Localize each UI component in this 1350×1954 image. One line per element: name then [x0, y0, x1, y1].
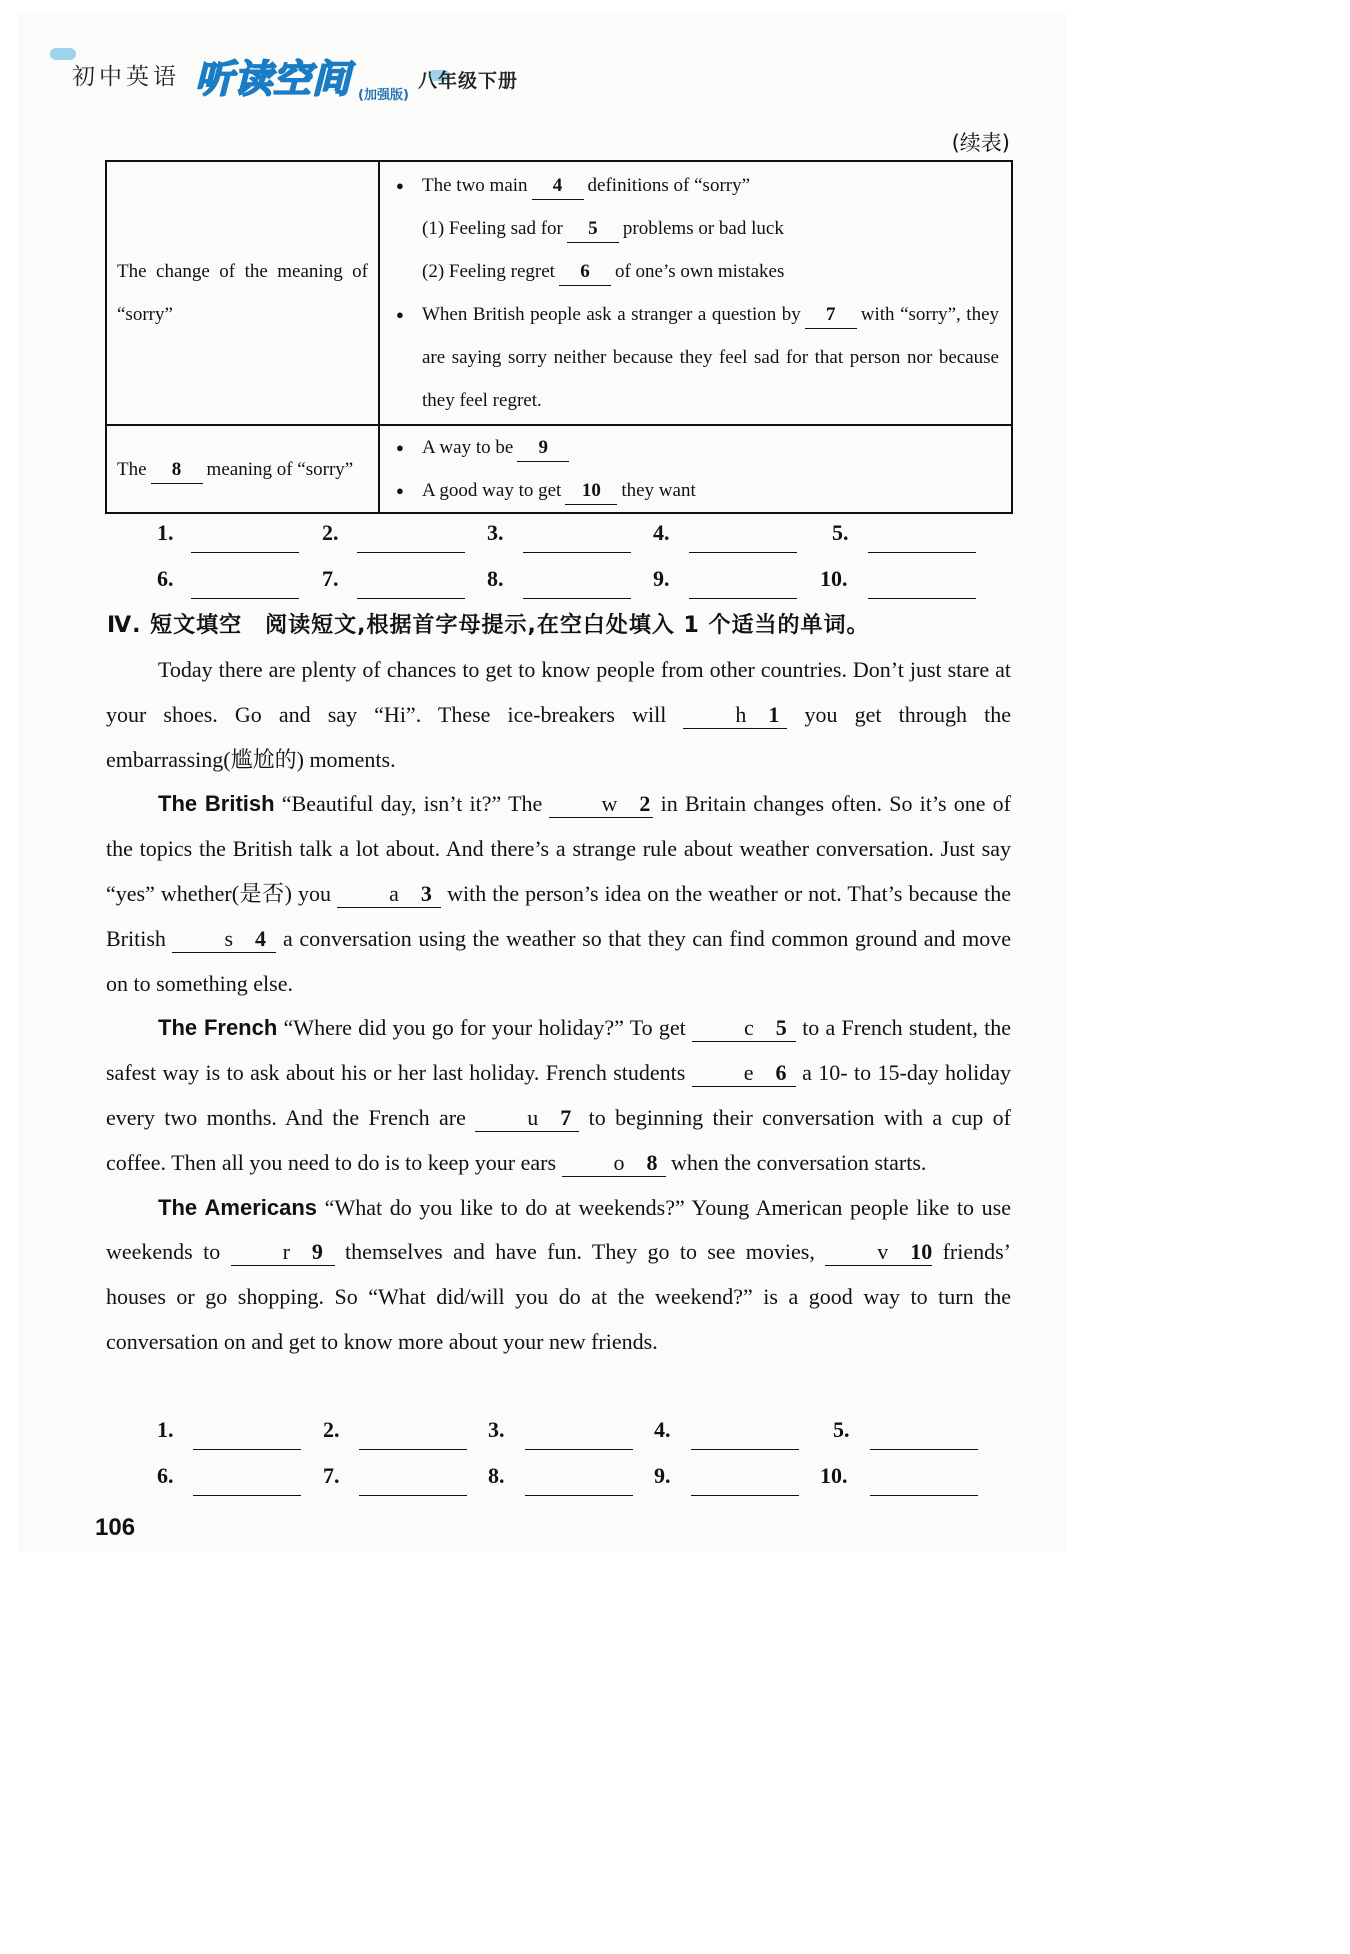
bullet-text: When British people ask a stranger a question by [422, 304, 801, 325]
hint-letter: h [735, 701, 747, 727]
passage-text: a conversation using the weather so that they can find common ground and move on to something else. [106, 925, 1011, 996]
blank-4[interactable]: 4 [532, 173, 584, 200]
section-title: Ⅳ. 短文填空 阅读短文,根据首字母提示,在空白处填入 1 个适当的单词。 [107, 613, 870, 638]
hint-letter: r [282, 1239, 290, 1265]
answer-number: 7. [322, 566, 339, 591]
hint-letter: u [527, 1104, 539, 1130]
row-label-text: The [117, 458, 147, 480]
blank-number: 9 [311, 1239, 323, 1265]
blank-number: 4 [255, 925, 267, 951]
hint-letter: c [743, 1015, 754, 1041]
passage-text: friends’ houses or go shopping. So “What did/will you do at the weekend?” is a good way to turn the conversation on and get to know more about your new friends. [106, 1239, 1012, 1354]
answer-number: 10. [820, 1463, 848, 1488]
answer-line[interactable] [191, 598, 299, 599]
passage-text: “Beautiful day, isn’t it?” The [274, 791, 550, 817]
bullet-text: A way to be [422, 437, 514, 458]
blank-10[interactable]: 10 [565, 478, 617, 505]
summary-table [105, 160, 1013, 514]
blank-number: 5 [775, 1015, 787, 1041]
answer-number: 8. [487, 566, 504, 591]
row-content [379, 425, 1012, 513]
blank-8[interactable]: 8 [151, 457, 203, 484]
paragraph [106, 782, 1011, 1006]
series-title: 初中英语 [72, 64, 180, 90]
blank-number: 2 [639, 791, 651, 817]
bullet-item [396, 293, 999, 422]
answer-number: 3. [487, 520, 504, 545]
row-label [106, 425, 379, 513]
blank-number: 7 [560, 1104, 572, 1130]
answer-row [105, 1417, 1013, 1457]
grade-label: 八年级下册 [418, 70, 519, 92]
passage [106, 648, 1011, 1365]
answer-line[interactable] [357, 598, 465, 599]
answer-row [105, 1463, 1013, 1503]
answer-row [105, 566, 1013, 606]
answer-number: 5. [832, 520, 849, 545]
table-row [106, 161, 1012, 425]
answer-number: 10. [820, 566, 848, 591]
row-label [106, 161, 379, 425]
answer-line[interactable] [691, 1495, 799, 1496]
answer-number: 4. [654, 1417, 671, 1442]
answer-line[interactable] [868, 552, 976, 553]
passage-text: you get through the embarrassing(尴尬的) moments. [106, 701, 1011, 772]
passage-text: themselves and have fun. They go to see movies, [334, 1239, 826, 1265]
bullet-text: definitions of “sorry” [587, 175, 751, 196]
hint-letter: w [601, 791, 618, 817]
answer-number: 9. [653, 566, 670, 591]
passage-text: “What do you like to do at weekends?” Young American people like to use weekends to [106, 1194, 1011, 1265]
answer-number: 9. [654, 1463, 671, 1488]
answer-line[interactable] [193, 1449, 301, 1450]
sub-item [396, 250, 999, 293]
answer-line[interactable] [191, 552, 299, 553]
answer-line[interactable] [193, 1495, 301, 1496]
passage-text: a 10- to 15-day holiday every two months. And the French are [106, 1060, 1011, 1130]
blank-7[interactable]: 7 [805, 302, 857, 329]
blank-number: 8 [646, 1149, 658, 1175]
passage-text: in Britain changes often. So it’s one of the topics the British talk a lot about. And there’s a strange rule about weather conversation. Just say “yes” whether(是否) you [106, 791, 1011, 906]
answer-line[interactable] [870, 1449, 978, 1450]
answer-number: 5. [833, 1417, 850, 1442]
bullet-item [396, 164, 999, 207]
blank-number: 3 [420, 880, 432, 906]
sub-text: (1) Feeling sad for [422, 218, 563, 239]
paragraph-heading: The Americans [158, 1194, 318, 1220]
row-label-text: The change of the meaning of “sorry” [117, 261, 368, 325]
row-label-text: meaning of “sorry” [206, 458, 354, 480]
paragraph-heading: The British [158, 791, 275, 817]
answer-number: 6. [157, 566, 174, 591]
blank-7[interactable] [475, 1105, 579, 1132]
answer-line[interactable] [525, 1449, 633, 1450]
answer-line[interactable] [689, 552, 797, 553]
bullet-text: with “sorry”, they are saying sorry neither because they feel sad for that person nor because they feel regret. [422, 304, 1000, 411]
hint-letter: o [613, 1149, 625, 1175]
answer-line[interactable] [523, 552, 631, 553]
passage-text: Today there are plenty of chances to get to know people from other countries. Don’t just stare at your shoes. Go and say “Hi”. These ice-breakers will [106, 657, 1011, 727]
blank-6[interactable]: 6 [559, 259, 611, 286]
answer-line[interactable] [868, 598, 976, 599]
passage-text: to a French student, the safest way is to ask about his or her last holiday. French students [106, 1015, 1011, 1086]
hint-letter: s [224, 925, 234, 951]
bullet-text: The two main [422, 175, 528, 196]
passage-text: “Where did you go for your holiday?” To get [277, 1015, 692, 1041]
book-header [50, 48, 570, 108]
hint-letter: v [877, 1239, 889, 1265]
answer-number: 7. [323, 1463, 340, 1488]
sub-text: problems or bad luck [622, 218, 784, 239]
answer-row [105, 520, 1013, 560]
blank-2[interactable] [549, 791, 653, 818]
blank-9[interactable]: 9 [517, 435, 569, 462]
brand-logo: 听读空间 [195, 57, 352, 101]
answer-number: 2. [323, 1417, 340, 1442]
blank-8[interactable] [562, 1150, 666, 1177]
answer-line[interactable] [523, 598, 631, 599]
answer-number: 2. [322, 520, 339, 545]
answer-line[interactable] [870, 1495, 978, 1496]
passage-text: when the conversation starts. [665, 1149, 927, 1175]
answer-number: 6. [157, 1463, 174, 1488]
blank-number: 6 [775, 1060, 787, 1086]
sub-text: (2) Feeling regret [422, 261, 555, 282]
blank-number: 10 [910, 1239, 933, 1265]
answer-line[interactable] [525, 1495, 633, 1496]
paragraph [106, 648, 1011, 782]
page-number: 106 [95, 1514, 136, 1541]
answer-line[interactable] [689, 598, 797, 599]
paragraph [106, 1186, 1011, 1365]
answer-number: 4. [653, 520, 670, 545]
blank-9[interactable] [231, 1239, 335, 1266]
continued-label: (续表) [951, 131, 1010, 155]
blank-1[interactable] [683, 702, 787, 729]
blank-10[interactable] [825, 1239, 932, 1266]
sub-text: of one’s own mistakes [614, 261, 785, 282]
answer-line[interactable] [359, 1449, 467, 1450]
paragraph [106, 1006, 1011, 1185]
table-row [106, 425, 1012, 513]
hint-letter: e [743, 1060, 754, 1086]
answer-number: 8. [488, 1463, 505, 1488]
bullet-item [396, 426, 999, 469]
answer-line[interactable] [359, 1495, 467, 1496]
blank-5[interactable] [692, 1015, 796, 1042]
blank-5[interactable]: 5 [567, 216, 619, 243]
bullet-item [396, 469, 999, 512]
blank-6[interactable] [692, 1060, 796, 1087]
passage-text: to beginning their conversation with a cup of coffee. Then all you need to do is to keep your ears [106, 1104, 1012, 1175]
blank-number: 1 [768, 701, 780, 727]
hint-letter: a [389, 880, 399, 906]
row-content [379, 161, 1012, 425]
bullet-text: A good way to get [422, 480, 562, 501]
passage-text: with the person’s idea on the weather or not. That’s because the British [106, 880, 1011, 951]
paragraph-heading: The French [158, 1015, 278, 1041]
blank-3[interactable] [337, 881, 441, 908]
answer-number: 1. [157, 520, 174, 545]
edition-label: (加强版) [358, 88, 409, 103]
answer-line[interactable] [691, 1449, 799, 1450]
blank-4[interactable] [172, 926, 276, 953]
answer-number: 1. [157, 1417, 174, 1442]
sub-item [396, 207, 999, 250]
answer-line[interactable] [357, 552, 465, 553]
bullet-text: they want [621, 480, 696, 501]
answer-number: 3. [488, 1417, 505, 1442]
